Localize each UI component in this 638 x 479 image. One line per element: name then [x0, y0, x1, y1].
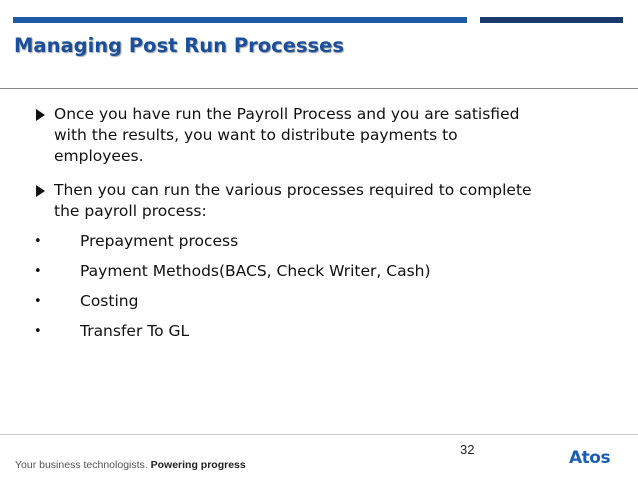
bullet-dot-icon: • — [34, 264, 42, 279]
bullet-dot-icon: • — [34, 294, 42, 309]
slide-title: Managing Post Run Processes — [14, 34, 344, 57]
arrow-item-2 — [36, 180, 626, 222]
bullet-item-4-text: Transfer To GL — [80, 322, 190, 340]
title-divider — [0, 88, 638, 89]
bullet-dot-icon: • — [34, 324, 42, 339]
tagline-regular: Your business technologists. — [15, 459, 148, 471]
bullet-dot-icon: • — [34, 234, 42, 249]
arrow-item-1-line-2: with the results, you want to distribute payments to — [54, 126, 458, 144]
arrow-item-1 — [36, 104, 626, 167]
top-accent-bar-long — [13, 17, 467, 23]
arrow-item-1-line-1: Once you have run the Payroll Process and you are satisfied — [54, 105, 520, 123]
footer-divider — [0, 434, 638, 435]
top-accent-bar-short — [480, 17, 623, 23]
bullet-item-3-text: Costing — [80, 292, 139, 310]
bullet-item-1-text: Prepayment process — [80, 232, 239, 250]
bullet-item-2-text: Payment Methods(BACS, Check Writer, Cash) — [80, 262, 431, 280]
tagline-bold: Powering progress — [150, 459, 246, 471]
arrow-bullet-icon — [36, 185, 45, 197]
page-number: 32 — [460, 442, 475, 457]
arrow-item-2-line-2: the payroll process: — [54, 202, 207, 220]
arrow-item-1-line-3: employees. — [54, 147, 144, 165]
atos-logo: Atos — [569, 448, 611, 468]
arrow-item-2-line-1: Then you can run the various processes required to complete — [54, 181, 532, 199]
footer-tagline — [15, 459, 246, 471]
arrow-bullet-icon — [36, 109, 45, 121]
